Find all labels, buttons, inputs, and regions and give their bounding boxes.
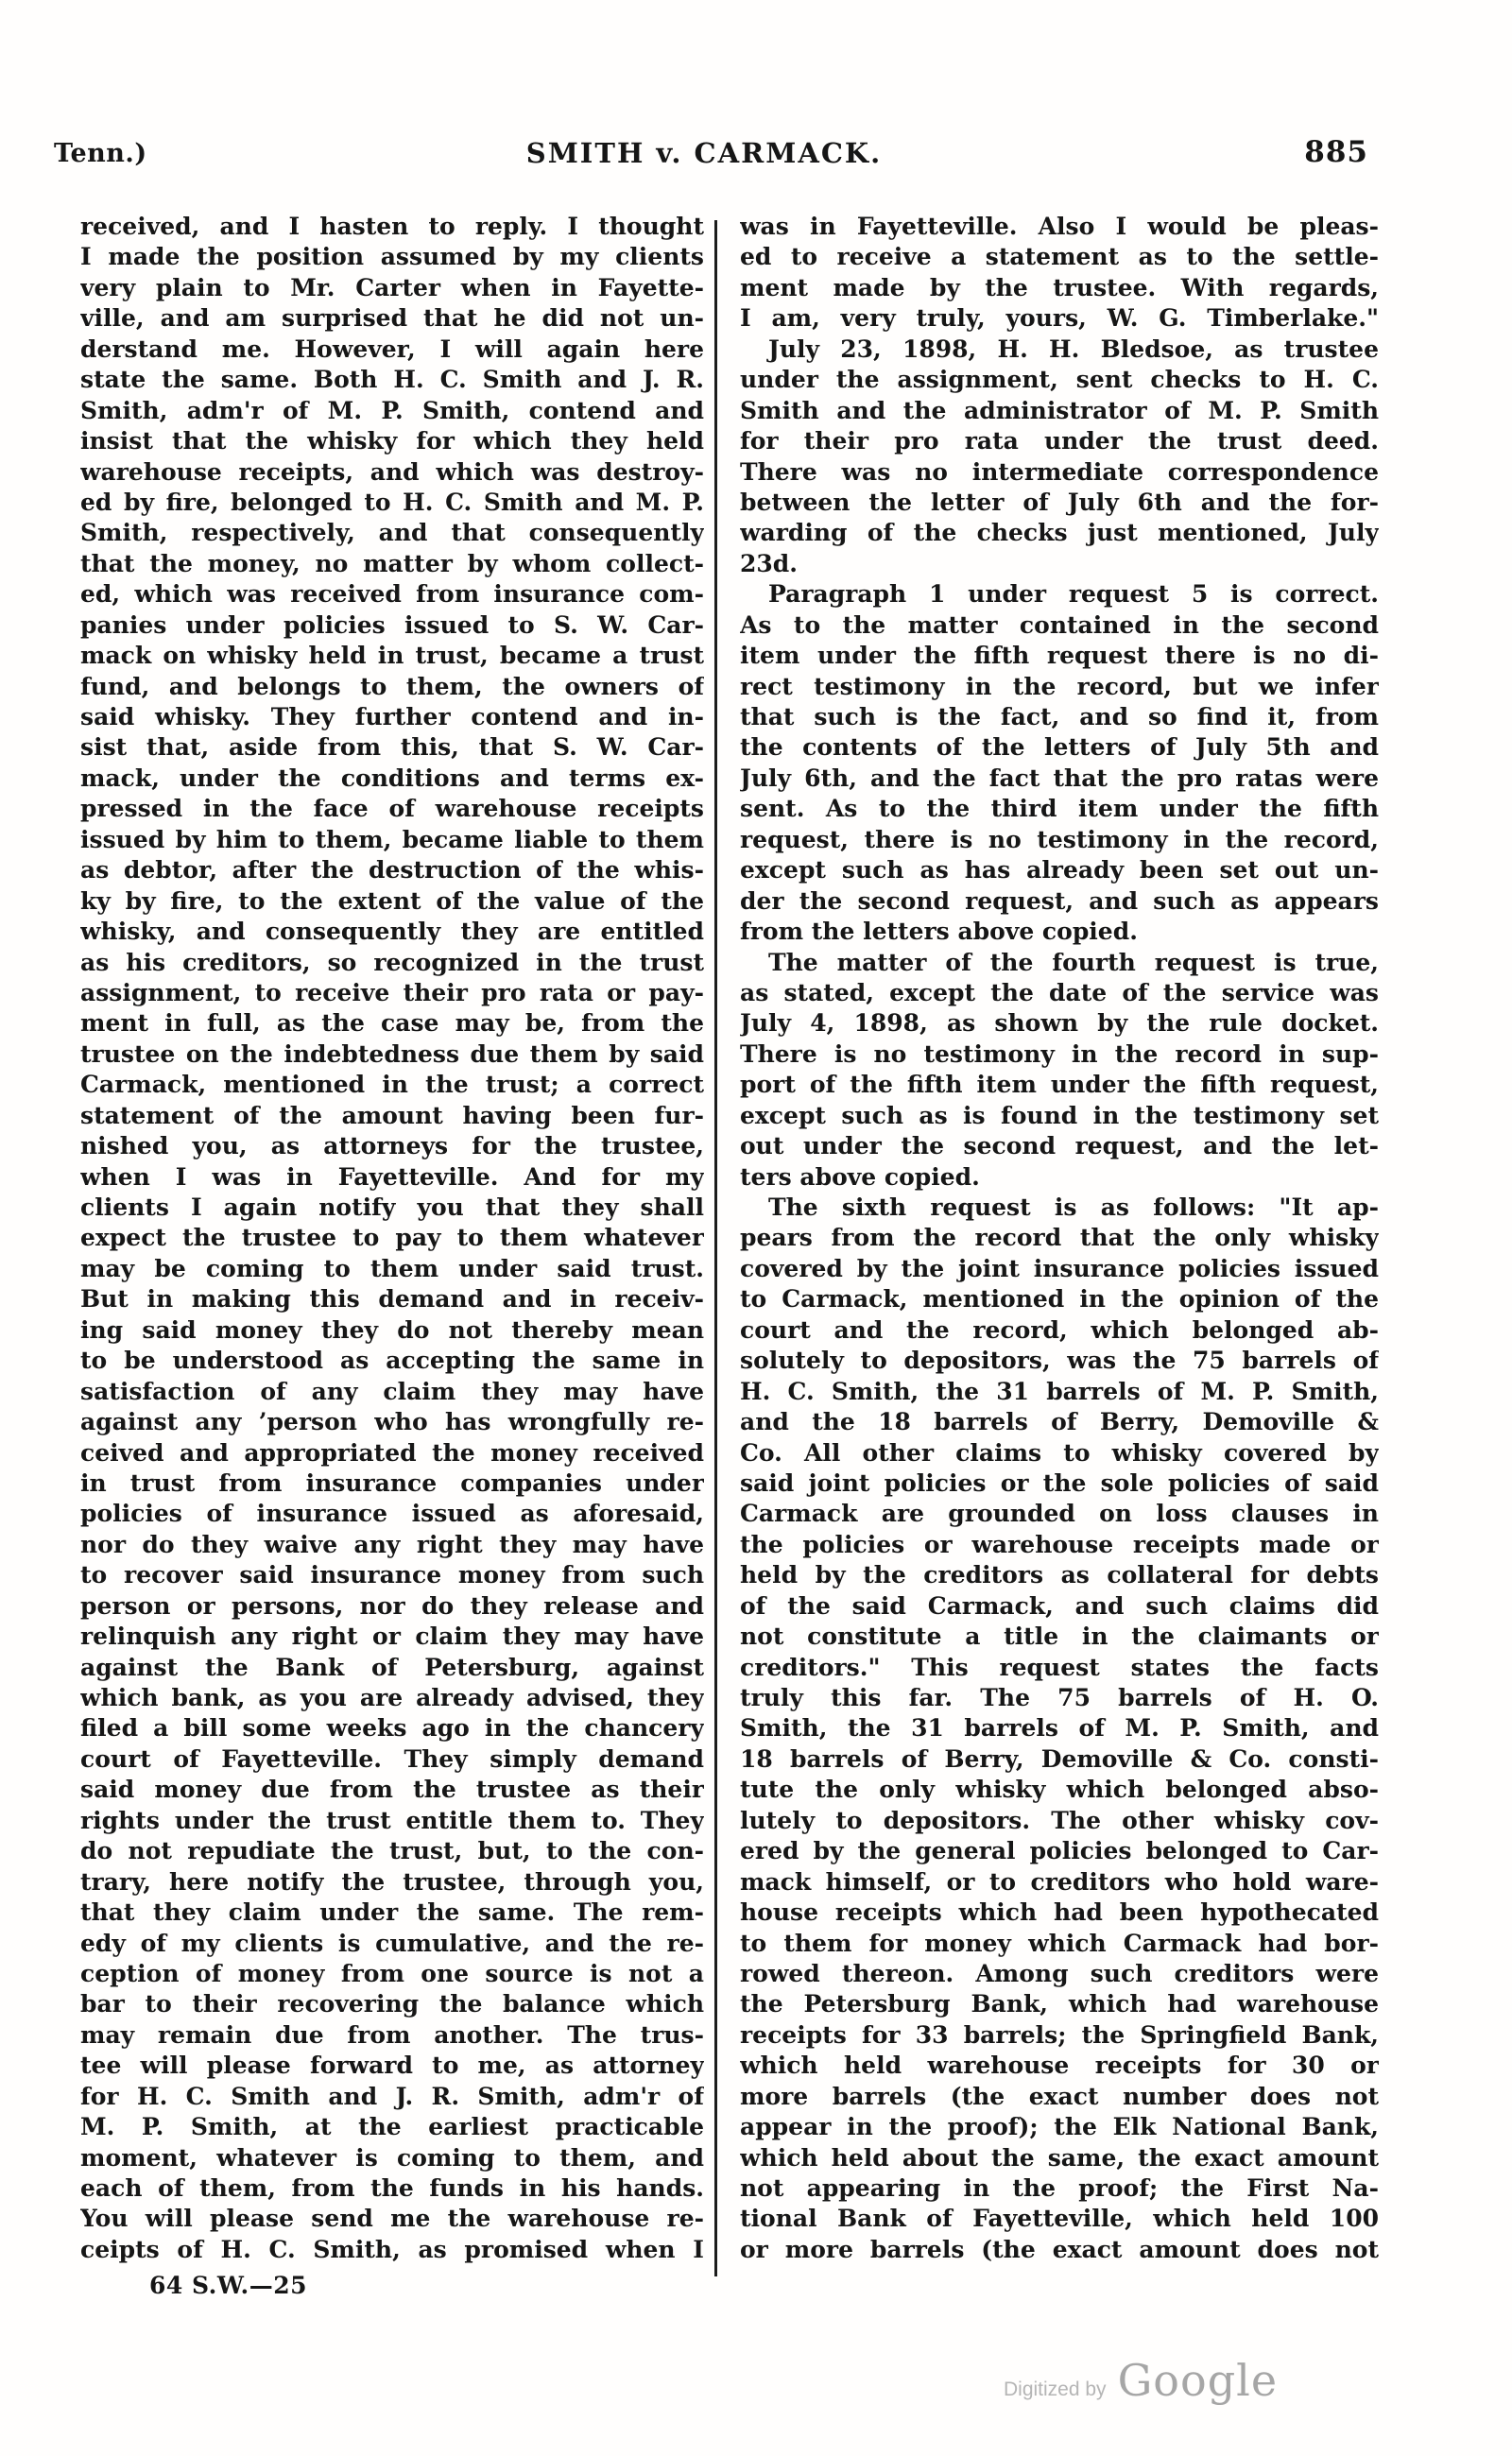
text-line: between the letter of July 6th and the for- [740,488,1379,516]
text-line: state the same. Both H. C. Smith and J. R. [80,366,704,394]
text-line: in trust from insurance companies under [80,1468,704,1497]
text-line: except such as is found in the testimony set [740,1101,1379,1129]
text-line: creditors." This request states the facts [740,1653,1379,1681]
text-line: lutely to depositors. The other whisky cov- [740,1806,1379,1834]
text-line: except such as has already been set out un- [740,856,1379,885]
text-line: derstand me. However, I will again here [80,335,704,363]
header-jurisdiction: Tenn.) [54,139,147,168]
text-line: Carmack, mentioned in the trust; a correct [80,1071,704,1099]
text-line: ters above copied. [740,1162,980,1191]
text-line: sent. As to the third item under the fifth [740,795,1379,823]
text-line: ing said money they do not thereby mean [80,1315,704,1344]
text-line: July 6th, and the fact that the pro ratas were [740,764,1379,792]
text-line: panies under policies issued to S. W. Car- [80,610,704,639]
text-line: You will please send me the warehouse re- [80,2205,704,2233]
text-line: out under the second request, and the let- [740,1132,1379,1160]
text-line: that the money, no matter by whom collect- [80,549,704,577]
left-column [80,212,704,2265]
text-line: court of Fayetteville. They simply demand [80,1744,704,1773]
text-line: warehouse receipts, and which was destroy- [80,457,704,486]
text-line: court and the record, which belonged ab- [740,1315,1379,1344]
text-line: do not repudiate the trust, but, to the con- [80,1837,704,1865]
text-line: relinquish any right or claim they may have [80,1623,704,1651]
text-line: the Petersburg Bank, which had warehouse [740,1990,1379,2018]
text-line: house receipts which had been hypothecated [740,1898,1379,1927]
text-line: receipts for 33 barrels; the Springfield Bank, [740,2020,1379,2049]
text-line: ceipts of H. C. Smith, as promised when I [80,2235,704,2263]
text-line: issued by him to them, became liable to them [80,825,704,853]
text-line: which bank, as you are already advised, they [80,1684,704,1711]
header-page-number: 885 [1304,135,1368,169]
text-line: tee will please forward to me, as attorney [80,2052,704,2080]
text-line: nished you, as attorneys for the trustee, [80,1132,704,1160]
text-line: ered by the general policies belonged to Car- [740,1837,1379,1865]
text-line: pressed in the face of warehouse receipts [80,795,704,823]
text-line: to Carmack, mentioned in the opinion of the [740,1285,1379,1314]
text-line: expect the trustee to pay to them whatever [80,1224,704,1252]
text-line: under the assignment, sent checks to H. C. [740,366,1379,394]
text-line: as his creditors, so recognized in the trust [80,948,704,976]
text-line: There is no testimony in the record in sup- [740,1039,1379,1068]
text-line: ception of money from one source is not a [80,1959,704,1987]
text-line: to them for money which Carmack had bor- [740,1929,1379,1957]
text-line: ky by fire, to the extent of the value of the [80,886,704,915]
text-line: when I was in Fayetteville. And for my [80,1162,704,1191]
text-line: ceived and appropriated the money received [80,1438,704,1467]
text-line: insist that the whisky for which they held [80,427,704,455]
text-line: may remain due from another. The trus- [80,2020,704,2049]
watermark [1004,2355,1278,2406]
text-line: policies of insurance issued as aforesaid, [80,1500,704,1528]
text-line: against any ’person who has wrongfully re- [80,1408,704,1436]
text-line: that they claim under the same. The rem- [80,1898,704,1927]
text-line: trustee on the indebtedness due them by said [80,1039,704,1068]
text-line: ed, which was received from insurance com- [80,580,704,609]
text-line: edy of my clients is cumulative, and the re- [80,1929,704,1957]
text-line: very plain to Mr. Carter when in Fayette- [80,273,704,301]
text-line: which held warehouse receipts for 30 or [740,2052,1379,2080]
text-line: moment, whatever is coming to them, and [80,2143,704,2172]
text-line: fund, and belongs to them, the owners of [80,672,704,700]
text-line: H. C. Smith, the 31 barrels of M. P. Smith, [740,1377,1379,1405]
header-case-title: SMITH v. CARMACK. [525,137,883,169]
text-line: said money due from the trustee as their [80,1776,704,1804]
text-line: said whisky. They further contend and in- [80,703,704,730]
text-line: I am, very truly, yours, W. G. Timberlake." [740,304,1379,333]
text-line: mack on whisky held in trust, became a trust [80,642,704,670]
text-line: satisfaction of any claim they may have [80,1377,704,1405]
text-line: mack, under the conditions and terms ex- [80,764,704,792]
text-line: There was no intermediate correspondence [740,457,1379,486]
text-line: Smith, respectively, and that consequently [80,519,704,547]
text-line: more barrels (the exact number does not [740,2082,1379,2110]
text-line: or more barrels (the exact amount does not [740,2235,1379,2263]
text-line: that such is the fact, and so find it, from [740,703,1379,730]
text-line: 23d. [740,549,798,577]
text-line: against the Bank of Petersburg, against [80,1653,704,1681]
text-line: for H. C. Smith and J. R. Smith, adm'r of [80,2082,704,2110]
text-line: from the letters above copied. [740,918,1138,946]
text-line: 18 barrels of Berry, Demoville & Co. consti- [740,1744,1379,1773]
text-line: item under the fifth request there is no di- [740,642,1379,670]
text-line: I made the position assumed by my clients [80,243,704,271]
text-line: Co. All other claims to whisky covered by [740,1438,1379,1467]
text-line: received, and I hasten to reply. I thought [80,213,704,240]
text-line: and the 18 barrels of Berry, Demoville & [740,1408,1379,1436]
text-line: The matter of the fourth request is true, [768,948,1379,976]
text-line: of the said Carmack, and such claims did [740,1591,1379,1620]
text-line: covered by the joint insurance policies issued [740,1254,1379,1282]
text-line: rowed thereon. Among such creditors were [740,1959,1379,1987]
text-line: rect testimony in the record, but we infer [740,672,1379,700]
text-line: M. P. Smith, at the earliest practicable [80,2113,704,2141]
text-line: the policies or warehouse receipts made or [740,1530,1379,1558]
text-line: which held about the same, the exact amount [740,2143,1379,2172]
text-line: Smith, the 31 barrels of M. P. Smith, and [740,1714,1379,1743]
text-line: warding of the checks just mentioned, July [740,519,1379,547]
text-line: tional Bank of Fayetteville, which held 100 [740,2205,1379,2233]
text-line: not appearing in the proof; the First Na- [740,2174,1379,2202]
text-line: for their pro rata under the trust deed. [740,427,1379,455]
text-line: whisky, and consequently they are entitled [80,918,704,946]
text-line: to recover said insurance money from such [80,1561,704,1589]
text-line: not constitute a title in the claimants or [740,1623,1379,1651]
text-line: ment in full, as the case may be, from the [80,1009,704,1038]
text-line: as debtor, after the destruction of the whis- [80,856,704,885]
text-line: said joint policies or the sole policies of said [740,1468,1379,1497]
text-line: Smith, adm'r of M. P. Smith, contend and [80,396,704,424]
text-line: ment made by the trustee. With regards, [740,273,1379,301]
text-line: request, there is no testimony in the record, [740,825,1379,853]
text-line: as stated, except the date of the service was [740,978,1379,1006]
text-line: to be understood as accepting the same in [80,1347,704,1375]
right-column [740,212,1379,2265]
text-line: may be coming to them under said trust. [80,1254,704,1282]
text-line: ville, and am surprised that he did not un- [80,304,704,333]
text-line: solutely to depositors, was the 75 barrels of [740,1347,1379,1375]
text-line: July 4, 1898, as shown by the rule docket. [740,1009,1379,1038]
text-line: Paragraph 1 under request 5 is correct. [768,580,1379,609]
column-divider-rule [714,220,717,2276]
text-line: pears from the record that the only whisky [740,1224,1379,1252]
digitized-by-label: Digitized by [1004,2379,1107,2400]
text-line: ed to receive a statement as to the settle- [740,243,1379,271]
text-line: July 23, 1898, H. H. Bledsoe, as trustee [768,335,1379,363]
reporter-signature: 64 S.W.—25 [149,2272,308,2299]
text-line: truly this far. The 75 barrels of H. O. [740,1684,1379,1711]
text-line: person or persons, nor do they release and [80,1591,704,1620]
text-line: appear in the proof); the Elk National Bank, [740,2113,1379,2141]
text-line: ed by fire, belonged to H. C. Smith and M. P. [80,488,704,516]
text-line: clients I again notify you that they shall [80,1194,704,1221]
google-logo-text: Google [1117,2355,1279,2406]
text-line: statement of the amount having been fur- [80,1101,704,1129]
text-line: But in making this demand and in receiv- [80,1285,704,1314]
text-line: der the second request, and such as appears [740,886,1379,915]
text-line: nor do they waive any right they may have [80,1530,704,1558]
text-line: trary, here notify the trustee, through you, [80,1867,704,1896]
text-line: filed a bill some weeks ago in the chancery [80,1714,704,1743]
text-line: the contents of the letters of July 5th and [740,733,1379,762]
text-line: was in Fayetteville. Also I would be pleas- [740,213,1379,240]
text-line: assignment, to receive their pro rata or pay- [80,978,704,1006]
text-line: mack himself, or to creditors who hold ware- [740,1867,1379,1896]
text-line: The sixth request is as follows: "It ap- [768,1194,1379,1221]
text-line: port of the fifth item under the fifth request, [740,1071,1379,1099]
text-line: sist that, aside from this, that S. W. Car- [80,733,704,762]
text-line: As to the matter contained in the second [740,610,1379,639]
text-line: Smith and the administrator of M. P. Smith [740,396,1379,424]
text-line: each of them, from the funds in his hands. [80,2174,704,2202]
text-line: bar to their recovering the balance which [80,1990,704,2018]
text-line: tute the only whisky which belonged abso- [740,1776,1379,1804]
text-line: held by the creditors as collateral for debts [740,1561,1379,1589]
text-line: rights under the trust entitle them to. They [80,1806,704,1834]
text-line: Carmack are grounded on loss clauses in [740,1500,1379,1528]
